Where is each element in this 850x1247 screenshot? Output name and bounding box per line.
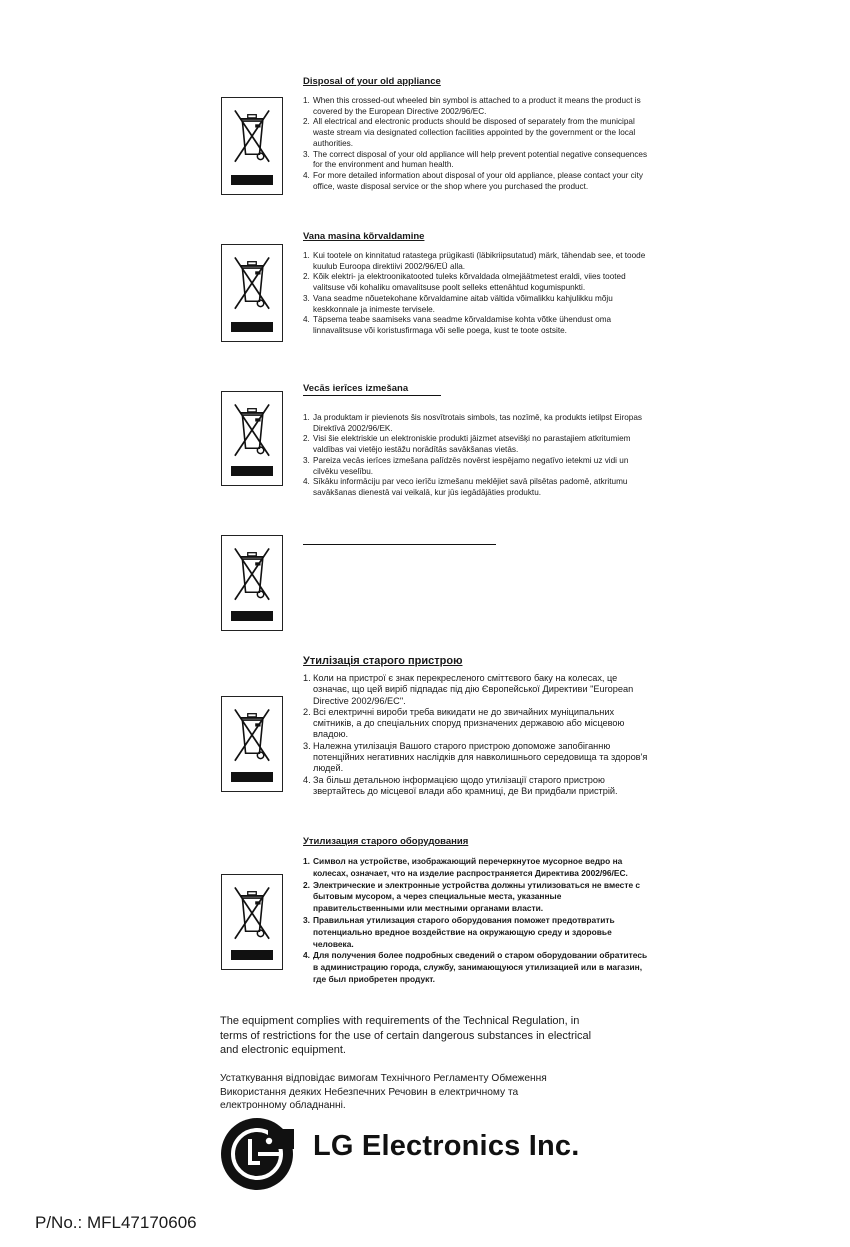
section-disposal-lv [303,378,648,499]
list-item: 4. Для получения более подробных сведений о старом оборудовании обратитесь в администрацию города, службу, занимающуюся утилизацией или в магазин, где был приобретен продукт. [303,950,648,984]
section-disposal-ru [303,836,648,986]
section-title: Vecās ierīces izmešana [303,383,441,396]
company-name: LG Electronics Inc. [313,1130,580,1162]
weee-symbol-box [221,535,283,631]
list-item: 2. All electrical and electronic products should be disposed of separately from the municipal waste stream via designated collection facilities appointed by the government or the local authorities. [303,117,636,148]
list-item: 3. Належна утилізація Вашого старого пристрою допоможе запобіганню потенційних негативних наслідків для навколишнього середовища та здоров'я людей. [303,740,648,774]
section-disposal-et [303,231,648,337]
crossed-out-wheeled-bin-icon [230,703,274,765]
list-item: 4. Täpsema teabe saamiseks vana seadme kõrvaldamise kohta võtke ühendust oma linnavalitsuse või koristusfirmaga või selle poega, kust te toote ostsite. [303,315,612,335]
crossed-out-wheeled-bin-icon [230,104,274,166]
list-item: 1. Коли на пристрої є знак перекресленого сміттєвого баку на колесах, це означає, що цей виріб підпадає під дію Європейської Директиви "European Directive 2002/96/EC". [303,673,634,706]
list-item: 4. For more detailed information about disposal of your old appliance, please contact your city office, waste disposal service or the shop where you purchased the product. [303,170,643,191]
list-item: 1. Символ на устройстве, изображающий перечеркнутое мусорное ведро на колесах, означает, что на изделие распространяется Директива 2002/96/EC. [303,856,628,878]
list-item: 2. Kõik elektri- ja elektroonikatooted tuleks kõrvaldada olmejäätmetest eraldi, viies tooted valitsuse või kohaliku omavalitsuse poolt selleks ettenähtud kogumispunkti. [303,272,626,293]
list-item: 2. Всі електричні вироби треба викидати не до звичайних муніципальних смітників, а до спеціальних споруд призначених державою або місцевою владою. [303,706,625,740]
list-item: 2. Visi šie elektriskie un elektroniskie produkti jāizmet atsevišķi no parastajiem atkritumiem valdības vai vietējo iestāžu norādītās savākšanas vietās. [303,434,631,455]
symbol-bar [231,611,273,621]
part-number: P/No.: MFL47170606 [35,1213,197,1232]
list-item: 3. Vana seadme nõuetekohane kõrvaldamine aitab vältida võimalikku kahjulikku mõju keskkonnale ja inimeste tervisele. [303,293,613,314]
list-item: 4. За більш детальною інформацією щодо утилізації старого пристрою звертайтесь до місцевої влади або крамниці, де Ви придбали пристрій. [303,774,618,796]
compliance-text-uk: Устаткування відповідає вимогам Технічного Регламенту Обмеження Використання деяких Небезпечних Речовин в електричному та електронному обладнанні. [220,1073,547,1111]
section-title: Vana masina kõrvaldamine [303,231,425,242]
crossed-out-wheeled-bin-icon [230,251,274,313]
list-item: 3. Pareiza vecās ierīces izmešana palīdzēs novērst iespējamo negatīvo ietekmi uz vidi un cilvēku veselību. [303,455,629,476]
weee-symbol-box [221,244,283,342]
list-item: 1. When this crossed-out wheeled bin symbol is attached to a product it means the product is covered by the European Directive 2002/96/EC. [303,96,641,116]
blank-title-underline [303,544,496,545]
weee-symbol-box [221,874,283,970]
list-item: 1. Kui tootele on kinnitatud ratastega prügikasti (läbikriipsutatud) märk, tähendab see, et toode kuulub Euroopa direktiivi 2002/96/EÜ alla. [303,251,646,271]
crossed-out-wheeled-bin-icon [230,542,274,604]
weee-symbol-box [221,391,283,486]
section-title: Утилизация старого оборудования [303,836,469,847]
list-item: 3. The correct disposal of your old appliance will help prevent potential negative consequences for the environment and human health. [303,149,648,170]
weee-symbol-box [221,97,283,195]
weee-symbol-box [221,696,283,792]
list-item: 3. Правильная утилизация старого оборудования поможет предотвратить потенциально вредное воздействие на окружающую среду и здоровье человека. [303,914,615,949]
symbol-bar [231,950,273,960]
list-item: 1. Ja produktam ir pievienots šis nosvītrotais simbols, tas nozīmē, ka produkts ietilpst Eiropas Direktīvā 2002/96/EK. [303,413,643,433]
symbol-bar [231,772,273,782]
crossed-out-wheeled-bin-icon [230,398,274,460]
lg-logo-icon [220,1117,294,1191]
compliance-text-en: The equipment complies with requirements of the Technical Regulation, in terms of restrictions for the use of certain dangerous substances in electrical and electronic equipment. [220,1015,592,1056]
symbol-bar [231,466,273,476]
section-disposal-en [303,76,648,192]
symbol-bar [231,322,273,332]
symbol-bar [231,175,273,185]
list-item: 2. Электрические и электронные устройства должны утилизоваться не вместе с бытовым мусором, а через специальные места, указанные правительственными или местными органами власти. [303,879,641,914]
section-title: Утилізація старого пристрою [303,655,463,667]
crossed-out-wheeled-bin-icon [230,881,274,943]
list-item: 4. Sīkāku informāciju par veco ierīču izmešanu meklējiet savā pilsētas padomē, atkritumu savākšanas dienestā vai veikalā, kur jūs iegādājāties produktu. [303,477,628,497]
section-disposal-uk [303,655,653,797]
section-title: Disposal of your old appliance [303,76,441,87]
